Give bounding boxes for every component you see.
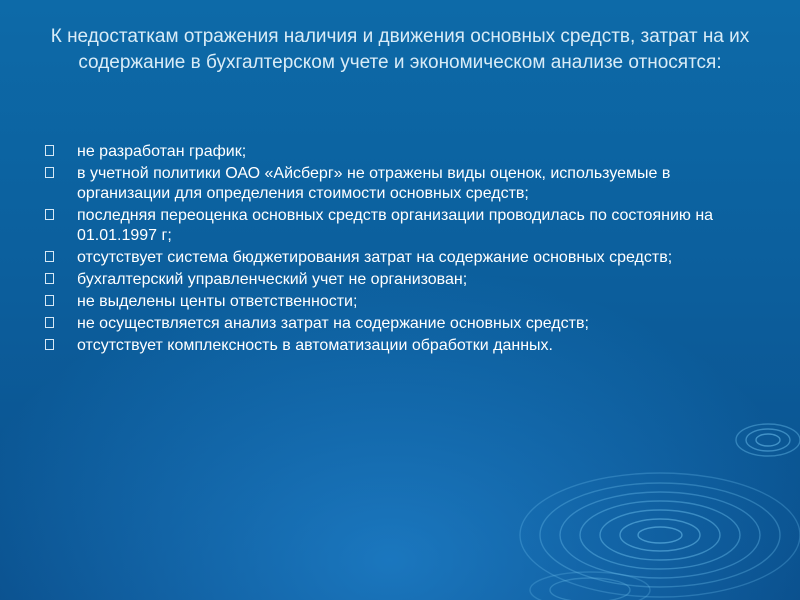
bullet-box-icon: [45, 295, 54, 306]
bullet-box-icon: [45, 145, 54, 156]
list-item: [45, 292, 750, 312]
list-item-text: не разработан график;: [77, 143, 247, 160]
list-item: [45, 336, 750, 356]
list-item: [45, 206, 750, 246]
list-item-text: отсутствует комплексность в автоматизации обработки данных.: [77, 337, 553, 354]
list-item: [45, 142, 750, 162]
list-item-text: последняя переоценка основных средств организации проводилась по состоянию на 01.01.1997 г;: [77, 207, 714, 244]
slide-title: К недостаткам отражения наличия и движения основных средств, затрат на их содержание в бухгалтерском учете и экономическом анализе относятся:: [50, 26, 750, 73]
list-item-text: не выделены центы ответственности;: [77, 293, 358, 310]
list-item-text: в учетной политики ОАО «Айсберг» не отражены виды оценок, используемые в организации для определения стоимости основных средств;: [77, 165, 671, 202]
bullet-list: [45, 142, 750, 358]
bullet-box-icon: [45, 317, 54, 328]
bullet-box-icon: [45, 251, 54, 262]
list-item: [45, 270, 750, 290]
list-item-text: не осуществляется анализ затрат на содержание основных средств;: [77, 315, 589, 332]
bullet-box-icon: [45, 339, 54, 350]
list-item: [45, 314, 750, 334]
list-item-text: бухгалтерский управленческий учет не организован;: [77, 271, 468, 288]
bullet-box-icon: [45, 209, 54, 220]
list-item: [45, 164, 750, 204]
bullet-box-icon: [45, 167, 54, 178]
list-item: [45, 248, 750, 268]
bullet-box-icon: [45, 273, 54, 284]
list-item-text: отсутствует система бюджетирования затрат на содержание основных средств;: [77, 249, 673, 266]
